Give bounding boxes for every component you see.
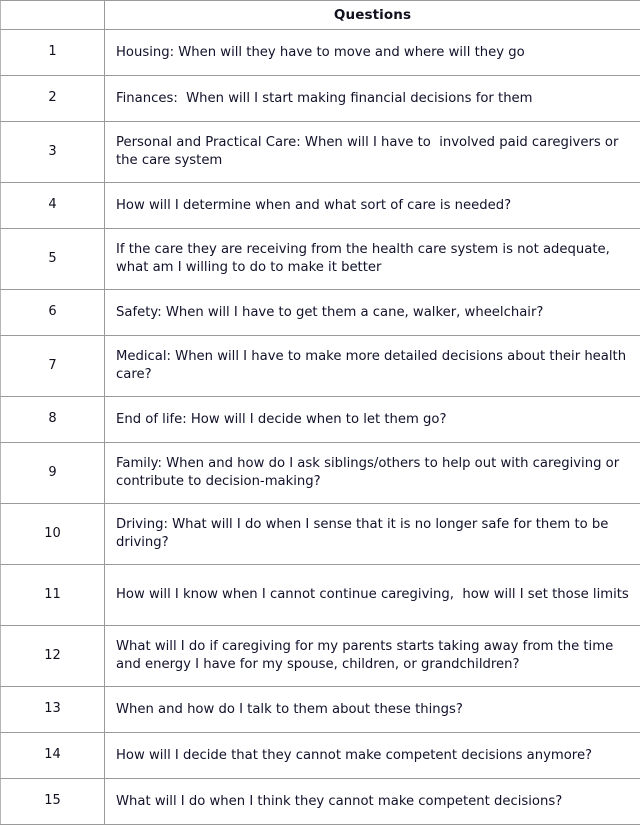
- column-header-number: [1, 1, 105, 30]
- row-question: Safety: When will I have to get them a cane, walker, wheelchair?: [105, 290, 640, 336]
- table-row: [1, 733, 640, 779]
- row-number: 13: [1, 687, 105, 733]
- table-row: [1, 397, 640, 443]
- table-row: [1, 565, 640, 626]
- table-row: [1, 779, 640, 825]
- table-row: [1, 30, 640, 76]
- row-question: What will I do if caregiving for my parents starts taking away from the time and energy I have for my spouse, children, or grandchildren?: [105, 626, 640, 687]
- row-question: Family: When and how do I ask siblings/others to help out with caregiving or contribute to decision-making?: [105, 443, 640, 504]
- table-row: [1, 122, 640, 183]
- row-number: 10: [1, 504, 105, 565]
- table-row: [1, 626, 640, 687]
- table-body: [1, 30, 640, 825]
- row-question: How will I decide that they cannot make competent decisions anymore?: [105, 733, 640, 779]
- row-number: 5: [1, 229, 105, 290]
- row-number: 9: [1, 443, 105, 504]
- table-row: [1, 504, 640, 565]
- column-header-questions: Questions: [105, 1, 640, 30]
- row-question: Personal and Practical Care: When will I have to involved paid caregivers or the care system: [105, 122, 640, 183]
- table-row: [1, 229, 640, 290]
- row-question: If the care they are receiving from the health care system is not adequate, what am I willing to do to make it better: [105, 229, 640, 290]
- table-header-row: [1, 1, 640, 30]
- row-question: What will I do when I think they cannot make competent decisions?: [105, 779, 640, 825]
- row-number: 11: [1, 565, 105, 626]
- row-number: 8: [1, 397, 105, 443]
- row-question: Medical: When will I have to make more detailed decisions about their health care?: [105, 336, 640, 397]
- row-number: 1: [1, 30, 105, 76]
- row-question: How will I know when I cannot continue caregiving, how will I set those limits: [105, 565, 640, 626]
- row-number: 3: [1, 122, 105, 183]
- row-number: 12: [1, 626, 105, 687]
- row-number: 7: [1, 336, 105, 397]
- table-header: [1, 1, 640, 30]
- table-row: [1, 687, 640, 733]
- row-question: Housing: When will they have to move and where will they go: [105, 30, 640, 76]
- table-row: [1, 183, 640, 229]
- table-row: [1, 443, 640, 504]
- row-number: 15: [1, 779, 105, 825]
- row-question: End of life: How will I decide when to let them go?: [105, 397, 640, 443]
- row-number: 6: [1, 290, 105, 336]
- row-number: 4: [1, 183, 105, 229]
- row-question: Driving: What will I do when I sense that it is no longer safe for them to be driving?: [105, 504, 640, 565]
- row-number: 14: [1, 733, 105, 779]
- row-number: 2: [1, 76, 105, 122]
- row-question: How will I determine when and what sort of care is needed?: [105, 183, 640, 229]
- row-question: Finances: When will I start making financial decisions for them: [105, 76, 640, 122]
- table-row: [1, 290, 640, 336]
- row-question: When and how do I talk to them about these things?: [105, 687, 640, 733]
- table-row: [1, 336, 640, 397]
- table-row: [1, 76, 640, 122]
